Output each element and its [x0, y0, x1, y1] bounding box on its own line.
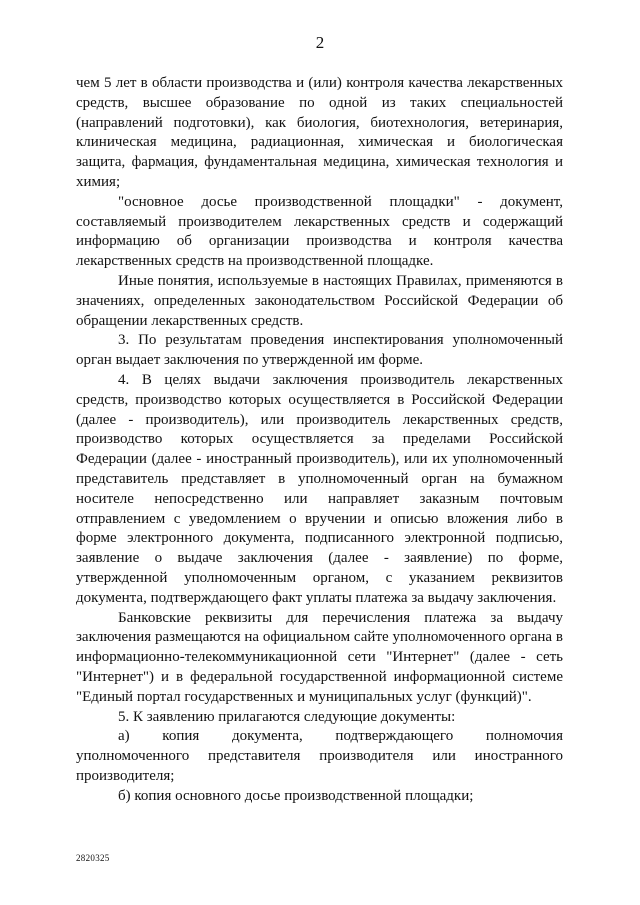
paragraph-definition-dossier: "основное досье производственной площадки" - документ, составляемый производителем лекарственных средств и содержащий информацию об организации производства и контроля качества лекарственных средств на производственной площадке. — [76, 193, 563, 270]
document-body — [76, 74, 563, 806]
document-code: 2820325 — [76, 853, 110, 863]
paragraph-item-5: 5. К заявлению прилагаются следующие документы: — [118, 708, 456, 725]
paragraph-item-5a: а) копия документа, подтверждающего полномочия уполномоченного представителя производителя или иностранного производителя; — [76, 728, 563, 784]
paragraph-continuation: чем 5 лет в области производства и (или) контроля качества лекарственных средств, высшее образование по одной из таких специальностей (направлений подготовки), как биология, биотехнология, ветеринария, клиническая медицина, радиационная, химическая и биологическая защита, фармация, фундаментальная медицина, химическая технология и химия; — [76, 75, 563, 190]
paragraph-item-4: 4. В целях выдачи заключения производитель лекарственных средств, производство которых осуществляется в Российской Федерации (далее - производитель), или производитель лекарственных средств, производство которых осуществляется за пределами Российской Федерации (далее - иностранный производитель), или их уполномоченный представитель представляет в уполномоченный орган на бумажном носителе непосредственно или направляет заказным почтовым отправлением с уведомлением о вручении и описью вложения либо в форме электронного документа, подписанного электронной подписью, заявление о выдаче заключения (далее - заявление) по форме, утвержденной уполномоченным органом, с указанием реквизитов документа, подтверждающего факт уплаты платежа за выдачу заключения. — [76, 371, 563, 606]
paragraph-item-3: 3. По результатам проведения инспектирования уполномоченный орган выдает заключения по утвержденной им форме. — [76, 332, 563, 369]
paragraph-other-terms: Иные понятия, используемые в настоящих Правилах, применяются в значениях, определенных законодательством Российской Федерации об обращении лекарственных средств. — [76, 272, 563, 329]
paragraph-bank-details: Банковские реквизиты для перечисления платежа за выдачу заключения размещаются на официальном сайте уполномоченного органа в информационно-телекоммуникационной сети "Интернет" (далее - сеть "Интернет") и в федеральной государственной информационной системе "Единый портал государственных и муниципальных услуг (функций)". — [76, 609, 563, 705]
page-number: 2 — [315, 33, 325, 52]
paragraph-item-5b: б) копия основного досье производственной площадки; — [118, 787, 474, 804]
